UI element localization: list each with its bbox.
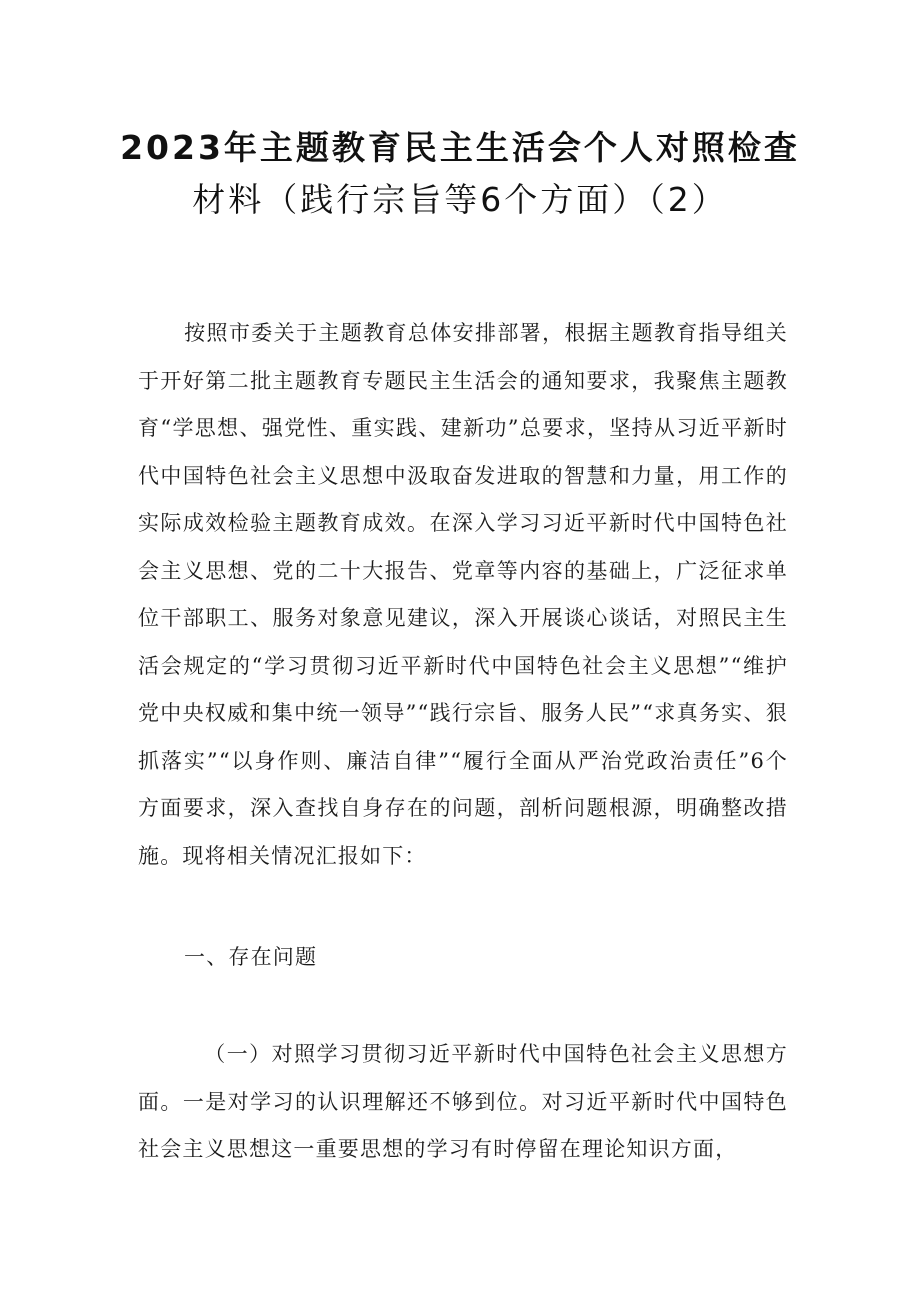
intro-paragraph-text: 按照市委关于主题教育总体安排部署，根据主题教育指导组关于开好第二批主题教育专题民主生活会的通知要求，我聚焦主题教育“学思想、强党性、重实践、建新功”总要求，坚持从习近平新时代中国特色社会主义思想中汲取奋发进取的智慧和力量，用工作的实际成效检验主题教育成效。在深入学习习近平新时代中国特色社会主义思想、党的二十大报告、党章等内容的基础上，广泛征求单位干部职工、服务对象意见建议，深入开展谈心谈话，对照民主生活会规定的“学习贯彻习近平新时代中国特色社会主义思想”“维护党中央权威和集中统一领导”“践行宗旨、服务人民”“求真务实、狠抓落实”“以身作则、廉洁自律”“履行全面从严治党政治责任”6个方面要求，深入查找自身存在的问题，剖析问题根源，明确整改措施。现将相关情况汇报如下： bbox=[138, 321, 788, 868]
document-title bbox=[0, 122, 920, 226]
title-line-2: 材料（践行宗旨等6个方面）（2） bbox=[192, 180, 728, 219]
section-heading-text: 一、存在问题 bbox=[184, 945, 318, 969]
section-heading bbox=[138, 934, 788, 982]
intro-paragraph bbox=[138, 310, 788, 880]
title-line-1: 2023年主题教育民主生活会个人对照检查 bbox=[120, 128, 800, 167]
subsection-paragraph bbox=[138, 1031, 788, 1174]
subsection-paragraph-text: （一）对照学习贯彻习近平新时代中国特色社会主义思想方面。一是对学习的认识理解还不够到位。对习近平新时代中国特色社会主义思想这一重要思想的学习有时停留在理论知识方面， bbox=[138, 1042, 788, 1161]
